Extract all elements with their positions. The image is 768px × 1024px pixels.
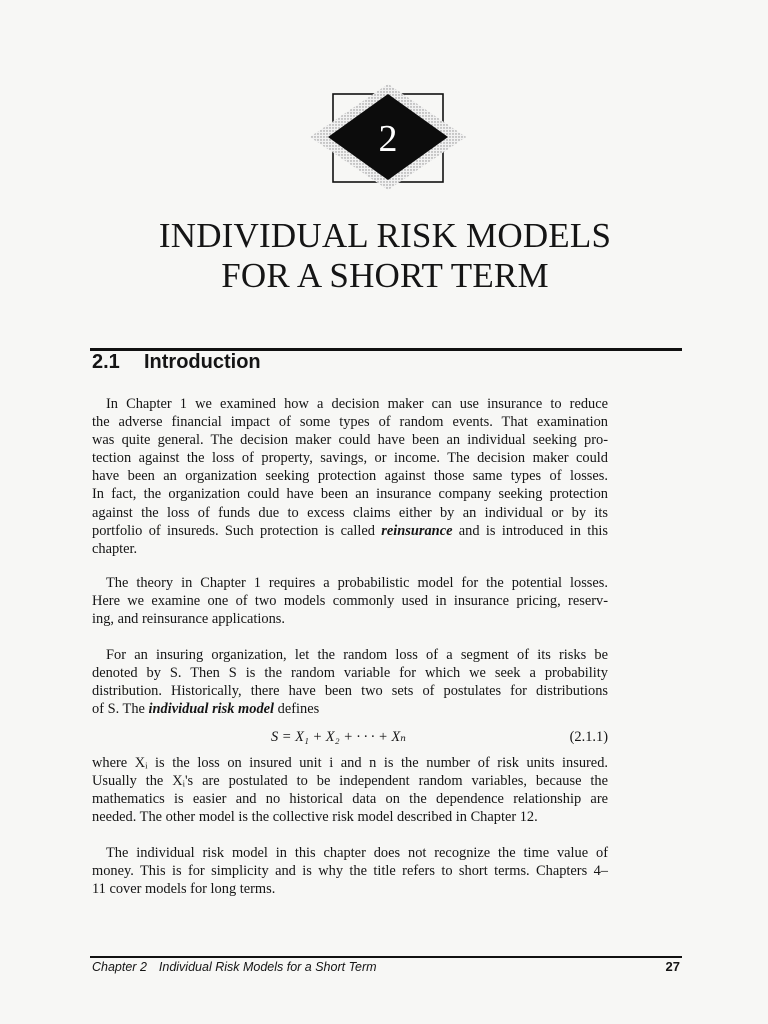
paragraph-line: where Xᵢ is the loss on insured unit i and n is the number of risk units insured. (92, 755, 608, 771)
text-run: and is introduced in this (452, 522, 609, 539)
paragraph-line: needed. The other model is the collective risk model described in Chapter 12. (92, 809, 538, 826)
paragraph-line: ing, and reinsurance applications. (92, 611, 286, 628)
paragraph-line: 11 cover models for long terms. (92, 881, 276, 898)
paragraph-2 (92, 574, 608, 628)
section-number: 2.1 (92, 351, 120, 373)
text-run: of S. The (92, 701, 149, 718)
paragraph-line: In fact, the organization could have been an insurance company seeking protection (92, 486, 608, 503)
footer-chapter-title: Individual Risk Models for a Short Term (158, 960, 377, 974)
chapter-number: 2 (378, 118, 398, 160)
paragraph-line: Usually the Xᵢ's are postulated to be independent random variables, because the (92, 773, 608, 790)
paragraph-line: against the loss of funds due to excess claims either by an individual or by its (92, 504, 608, 521)
term-individual-risk-model: individual risk model (148, 701, 275, 718)
text-run: portfolio of insureds. Such protection is called (92, 522, 382, 539)
term-reinsurance: reinsurance (381, 522, 453, 539)
chapter-title (90, 216, 680, 296)
page-number: 27 (665, 959, 680, 974)
text-run: defines (274, 701, 320, 718)
paragraph-line: For an insuring organization, let the random loss of a segment of its risks be (106, 647, 608, 663)
paragraph-line: Here we examine one of two models commonly used in insurance pricing, reserv- (92, 593, 608, 610)
paragraph-line: The individual risk model in this chapter does not recognize the time value of (106, 845, 608, 861)
paragraph-line: The theory in Chapter 1 requires a probabilistic model for the potential losses. (106, 575, 608, 591)
paragraph-line: the adverse financial impact of some types of random events. That examination (92, 414, 608, 431)
paragraph-line: distribution. Historically, there have been two sets of postulates for distributions (92, 683, 608, 700)
footer-rule (90, 956, 682, 958)
diamond-icon (308, 82, 468, 192)
chapter-title-line-2: FOR A SHORT TERM (221, 256, 549, 295)
paragraph-line: chapter. (92, 540, 138, 557)
paragraph-1 (92, 395, 608, 558)
paragraph-4 (92, 754, 608, 826)
equation-formula: S = X₁ + X₂ + · · · + Xₙ (271, 729, 407, 745)
equation-row (92, 726, 608, 748)
chapter-title-line-1: INDIVIDUAL RISK MODELS (158, 216, 612, 255)
paragraph-line (92, 522, 608, 540)
paragraph-line: tection against the loss of property, savings, or income. The decision maker could (92, 450, 608, 467)
paragraph-3 (92, 646, 608, 718)
paragraph-line: have been an organization seeking protection against those same types of losses. (92, 468, 608, 485)
running-footer (92, 960, 377, 974)
paragraph-line: In Chapter 1 we examined how a decision maker can use insurance to reduce (106, 396, 608, 412)
paragraph-line: was quite general. The decision maker could have been an individual seeking pro- (92, 432, 608, 449)
section-title: Introduction (144, 351, 261, 373)
chapter-emblem (308, 82, 468, 192)
paragraph-line: denoted by S. Then S is the random variable for which we seek a probability (92, 665, 608, 682)
paragraph-5 (92, 844, 608, 898)
paragraph-line: mathematics is easier and no historical data on the dependence relationship are (92, 791, 608, 808)
section-heading (92, 351, 261, 374)
equation-number: (2.1.1) (569, 729, 608, 745)
paragraph-line: money. This is for simplicity and is why the title refers to short terms. Chapters 4– (92, 863, 608, 880)
footer-chapter-label: Chapter 2 (92, 960, 147, 974)
paragraph-line (92, 700, 608, 718)
